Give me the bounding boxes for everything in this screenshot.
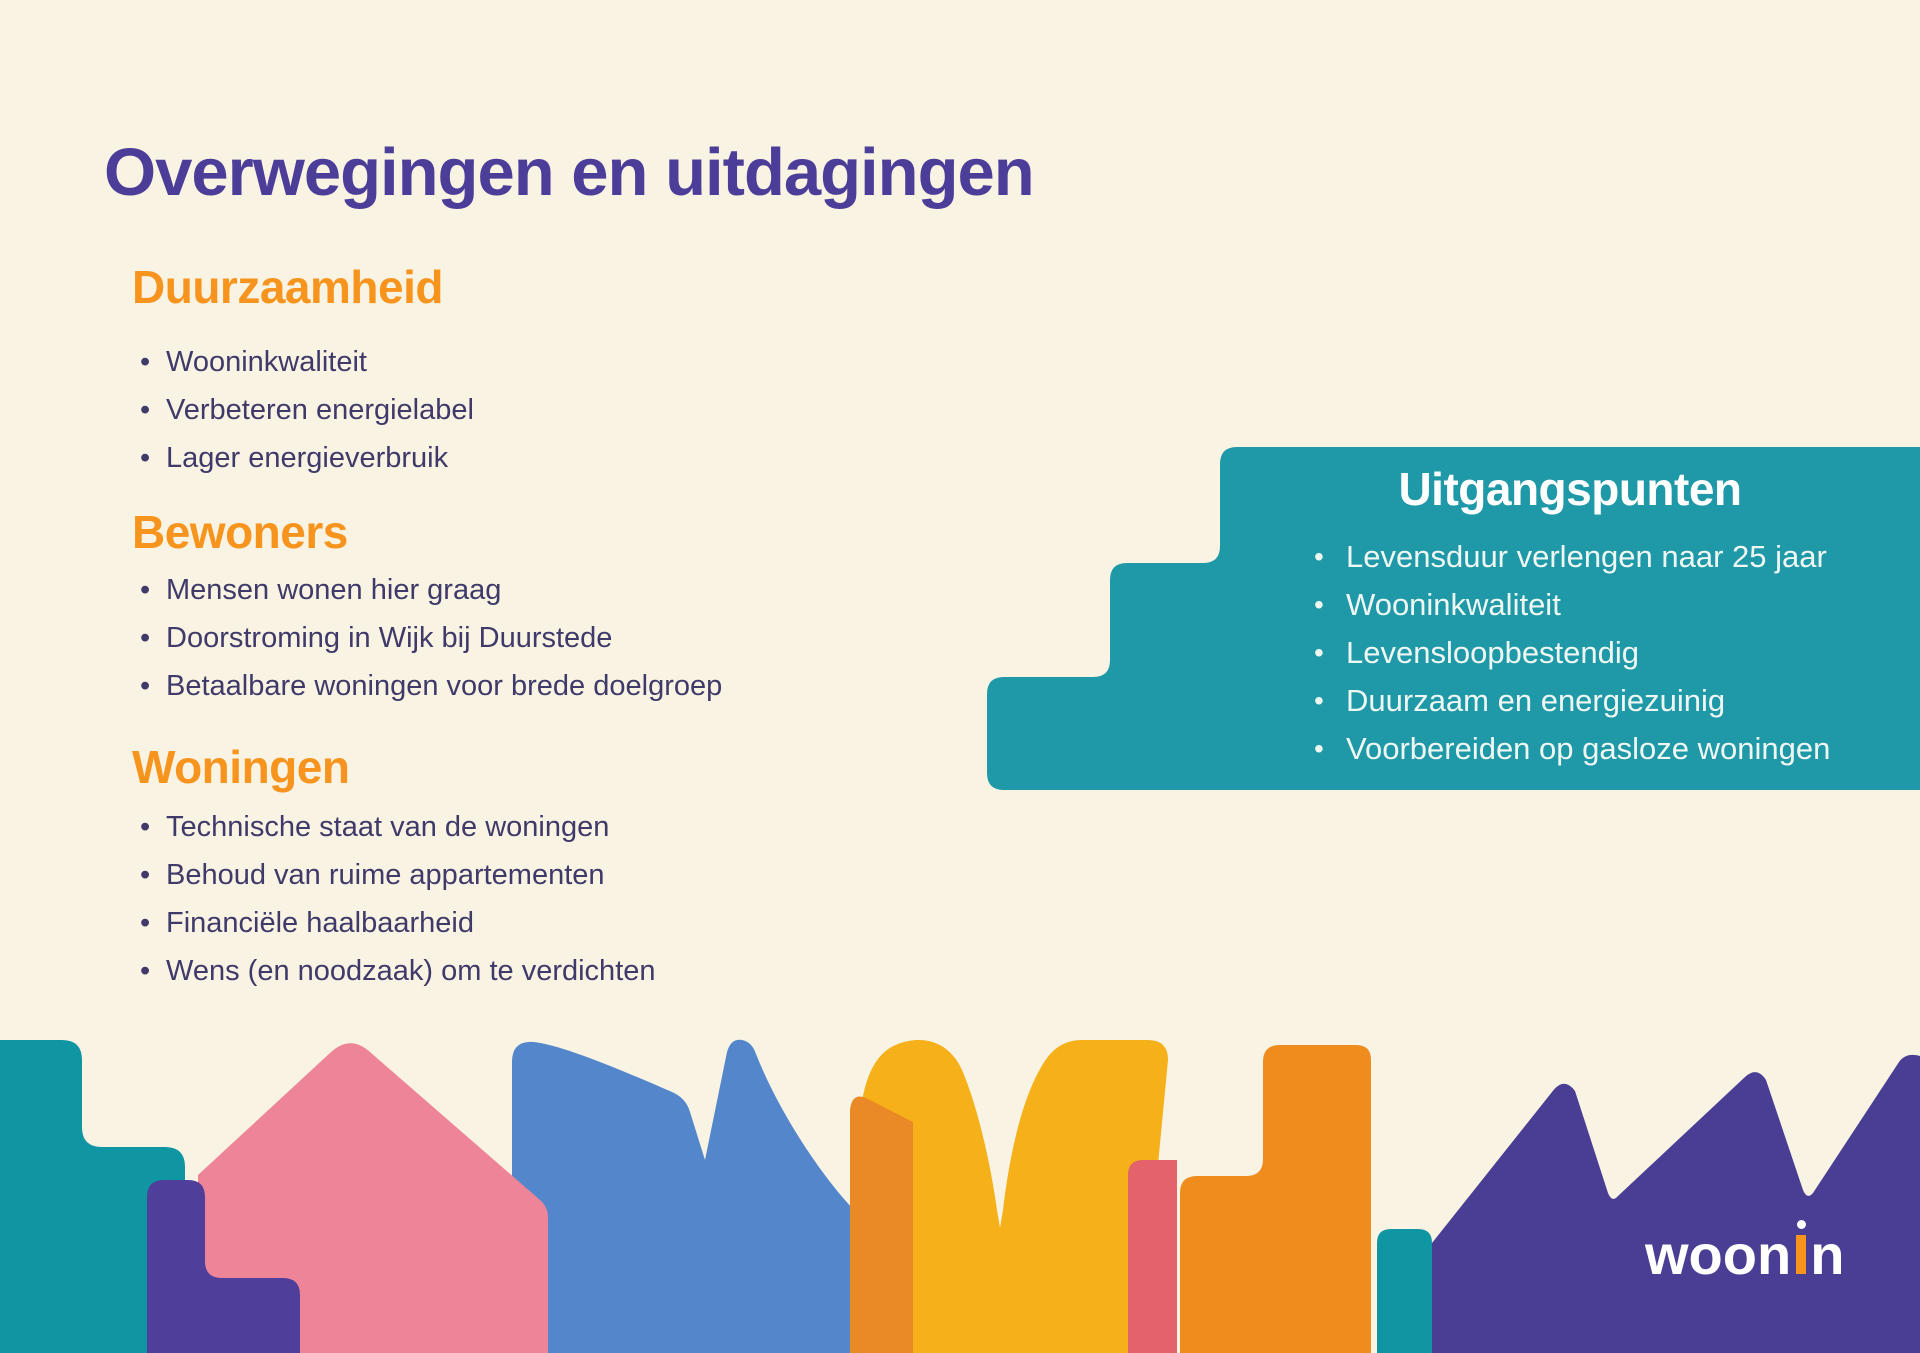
woonin-logo — [1645, 1222, 1844, 1287]
list-item: • Wooninkwaliteit — [132, 338, 474, 386]
list-item: • Doorstroming in Wijk bij Duurstede — [132, 614, 722, 662]
skyline-blue-building — [512, 1040, 856, 1353]
list-item: • Behoud van ruime appartementen — [132, 851, 656, 899]
section-list-bewoners — [132, 566, 722, 710]
list-item: • Duurzaam en energiezuinig — [1308, 677, 1830, 725]
section-heading-bewoners: Bewoners — [132, 506, 348, 558]
list-item: • Levensloopbestendig — [1308, 629, 1830, 677]
list-item: • Wens (en noodzaak) om te verdichten — [132, 947, 656, 995]
section-list-woningen — [132, 803, 656, 995]
logo-text-woon: woon — [1645, 1223, 1792, 1286]
skyline-salmon-strip — [1128, 1160, 1177, 1353]
list-item: • Verbeteren energielabel — [132, 386, 474, 434]
list-item: • Wooninkwaliteit — [1308, 581, 1830, 629]
section-heading-woningen: Woningen — [132, 741, 350, 793]
skyline-orange-block — [1180, 1045, 1371, 1353]
skyline-orange-sliver — [850, 1097, 913, 1353]
logo-i-icon — [1796, 1235, 1806, 1274]
list-item: • Financiële haalbaarheid — [132, 899, 656, 947]
page-title: Overwegingen en uitdagingen — [104, 135, 1034, 210]
list-item: • Technische staat van de woningen — [132, 803, 656, 851]
callout-title: Uitgangspunten — [1398, 463, 1742, 515]
skyline-teal-strip — [1377, 1229, 1432, 1353]
callout-list — [1308, 533, 1830, 773]
logo-text-n: n — [1810, 1223, 1845, 1286]
list-item: • Mensen wonen hier graag — [132, 566, 722, 614]
section-list-duurzaamheid — [132, 338, 474, 482]
list-item: • Voorbereiden op gasloze woningen — [1308, 725, 1830, 773]
skyline-indigo-factory — [1432, 1055, 1920, 1353]
section-heading-duurzaamheid: Duurzaamheid — [132, 261, 443, 313]
list-item: • Lager energieverbruik — [132, 434, 474, 482]
list-item: • Levensduur verlengen naar 25 jaar — [1308, 533, 1830, 581]
list-item: • Betaalbare woningen voor brede doelgroep — [132, 662, 722, 710]
